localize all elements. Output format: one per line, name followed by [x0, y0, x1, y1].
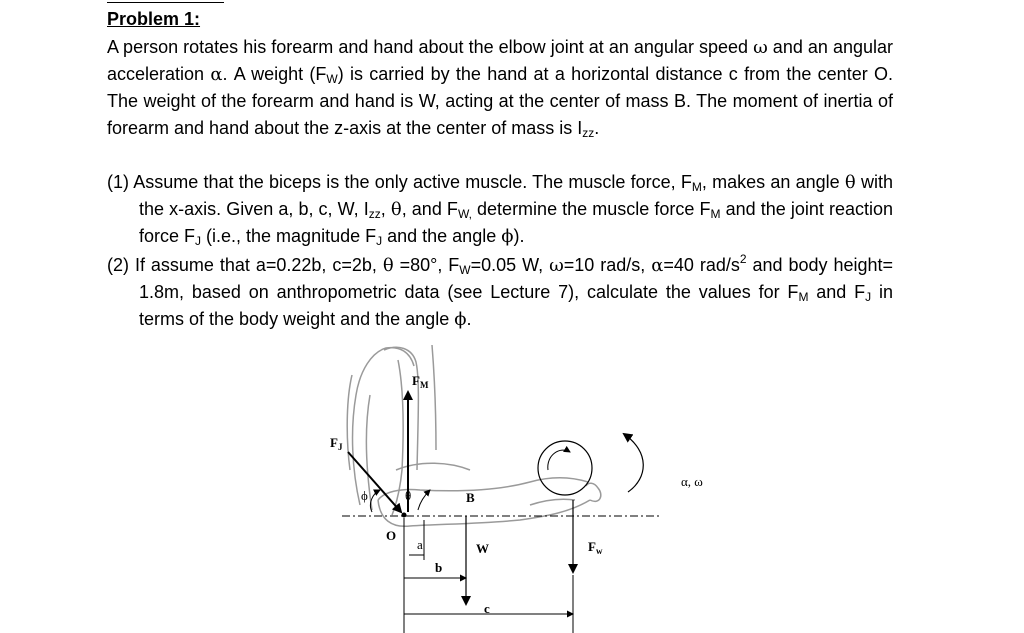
phi-label: ϕ: [361, 488, 368, 503]
title-underline-rule: [107, 2, 224, 3]
theta-label: θ: [405, 488, 412, 503]
rotation-arrow: [624, 434, 643, 492]
alpha-symbol: α: [210, 64, 223, 85]
problem-statement: A person rotates his forearm and hand about the elbow joint at an angular speed ω and an angular acceleration α. A weight $(F_W)$ is carried by the hand at a horizontal distance c from the center O. The weight of the forearm and hand is W, acting at the center of mass B. The moment of inertia of forearm and hand about the z-axis at the center of mass is $I_{zz}$.: [107, 37, 893, 140]
omega-symbol: ω: [753, 37, 768, 58]
question-1: (1) Assume that the biceps is the only active muscle. The muscle force, $F_M$, makes an angle θ with the x-axis. Given a, b, c, W, $I_{zz}$, θ, and $F_{W,}$ determine the muscle force $F_M$ and the joint reaction force $F_J$ (i.e., the magnitude $F_J$ and the angle ϕ).: [107, 172, 894, 248]
problem-title: Problem 1:: [107, 9, 201, 29]
alpha-omega-label: α, ω: [681, 474, 703, 489]
fm-label: $F_M$: [412, 373, 429, 390]
question-2: (2) If assume that a=0.22b, c=2b, θ =80°, $F_W=0.05$ W, ω=10 rad/s, α=40 rad/$s^2$ and body height= 1.8m, based on anthropometric data (see Lecture 7), calculate the values for $F_M$ and $F_J$ in terms of the body weight and the angle ϕ.: [107, 252, 894, 330]
c-dimension-label: c: [484, 601, 490, 616]
w-label: W: [476, 541, 489, 556]
a-dimension-label: a: [417, 537, 423, 552]
fj-label: $F_J$: [330, 435, 343, 452]
ball-rotation-arrow: [548, 450, 570, 470]
theta-angle-arc: [418, 490, 430, 510]
b-dimension-label: b: [435, 560, 443, 575]
b-label: B: [466, 490, 475, 505]
joint-o-point: [402, 513, 407, 518]
forearm-diagram: [300, 335, 720, 633]
o-label: O: [386, 528, 397, 543]
fw-label: $F_w$: [588, 539, 603, 556]
hand-weight-circle: [538, 441, 592, 495]
